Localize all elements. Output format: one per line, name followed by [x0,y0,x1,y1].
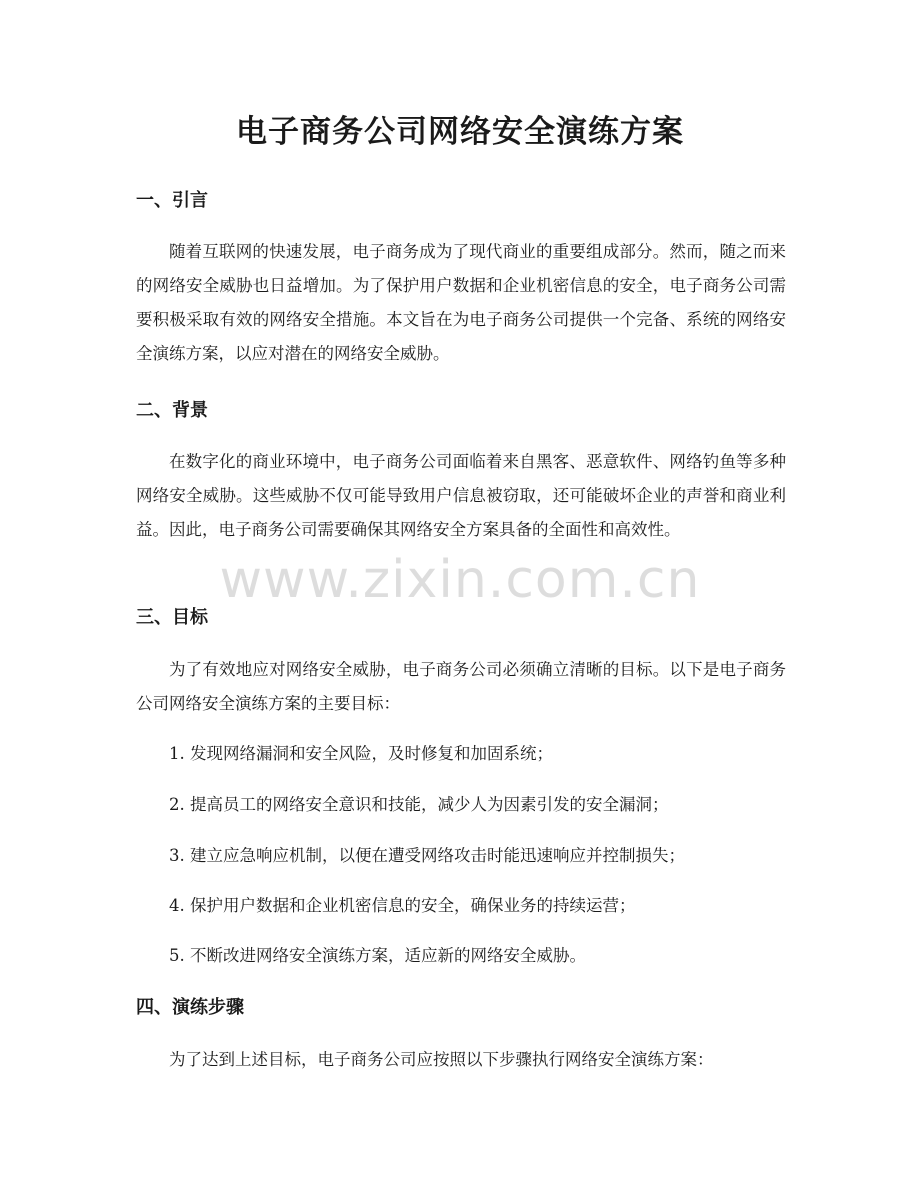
goal-list-item: 3. 建立应急响应机制，以便在遭受网络攻击时能迅速响应并控制损失； [169,846,685,865]
introduction-paragraph: 随着互联网的快速发展，电子商务成为了现代商业的重要组成部分。然而，随之而来的网络安全威胁也日益增加。为了保护用户数据和企业机密信息的安全，电子商务公司需要积极采取有效的网络安全措施。本文旨在为电子商务公司提供一个完备、系统的网络安全演练方案，以应对潜在的网络安全威胁。 [136,242,786,363]
drill-steps-paragraph: 为了达到上述目标，电子商务公司应按照以下步骤执行网络安全演练方案： [169,1050,714,1069]
goal-list-item: 4. 保护用户数据和企业机密信息的安全，确保业务的持续运营； [169,896,636,915]
section-heading-background: 二、背景 [136,400,208,421]
section-heading-drill-steps: 四、演练步骤 [136,997,244,1018]
goal-list-item: 2. 提高员工的网络安全意识和技能，减少人为因素引发的安全漏洞； [169,795,669,814]
watermark: www.zixin.com.cn [219,550,701,610]
goals-paragraph: 为了有效地应对网络安全威胁，电子商务公司必须确立清晰的目标。以下是电子商务公司网络安全演练方案的主要目标： [136,660,786,713]
document-title: 电子商务公司网络安全演练方案 [236,114,684,150]
goal-list-item: 1. 发现网络漏洞和安全风险，及时修复和加固系统； [169,744,553,763]
section-heading-goals: 三、目标 [136,607,208,628]
goal-list-item: 5. 不断改进网络安全演练方案，适应新的网络安全威胁。 [169,946,586,965]
section-heading-introduction: 一、引言 [136,190,208,211]
background-paragraph: 在数字化的商业环境中，电子商务公司面临着来自黑客、恶意软件、网络钓鱼等多种网络安全威胁。这些威胁不仅可能导致用户信息被窃取，还可能破坏企业的声誉和商业利益。因此，电子商务公司需要确保其网络安全方案具备的全面性和高效性。 [136,452,786,539]
